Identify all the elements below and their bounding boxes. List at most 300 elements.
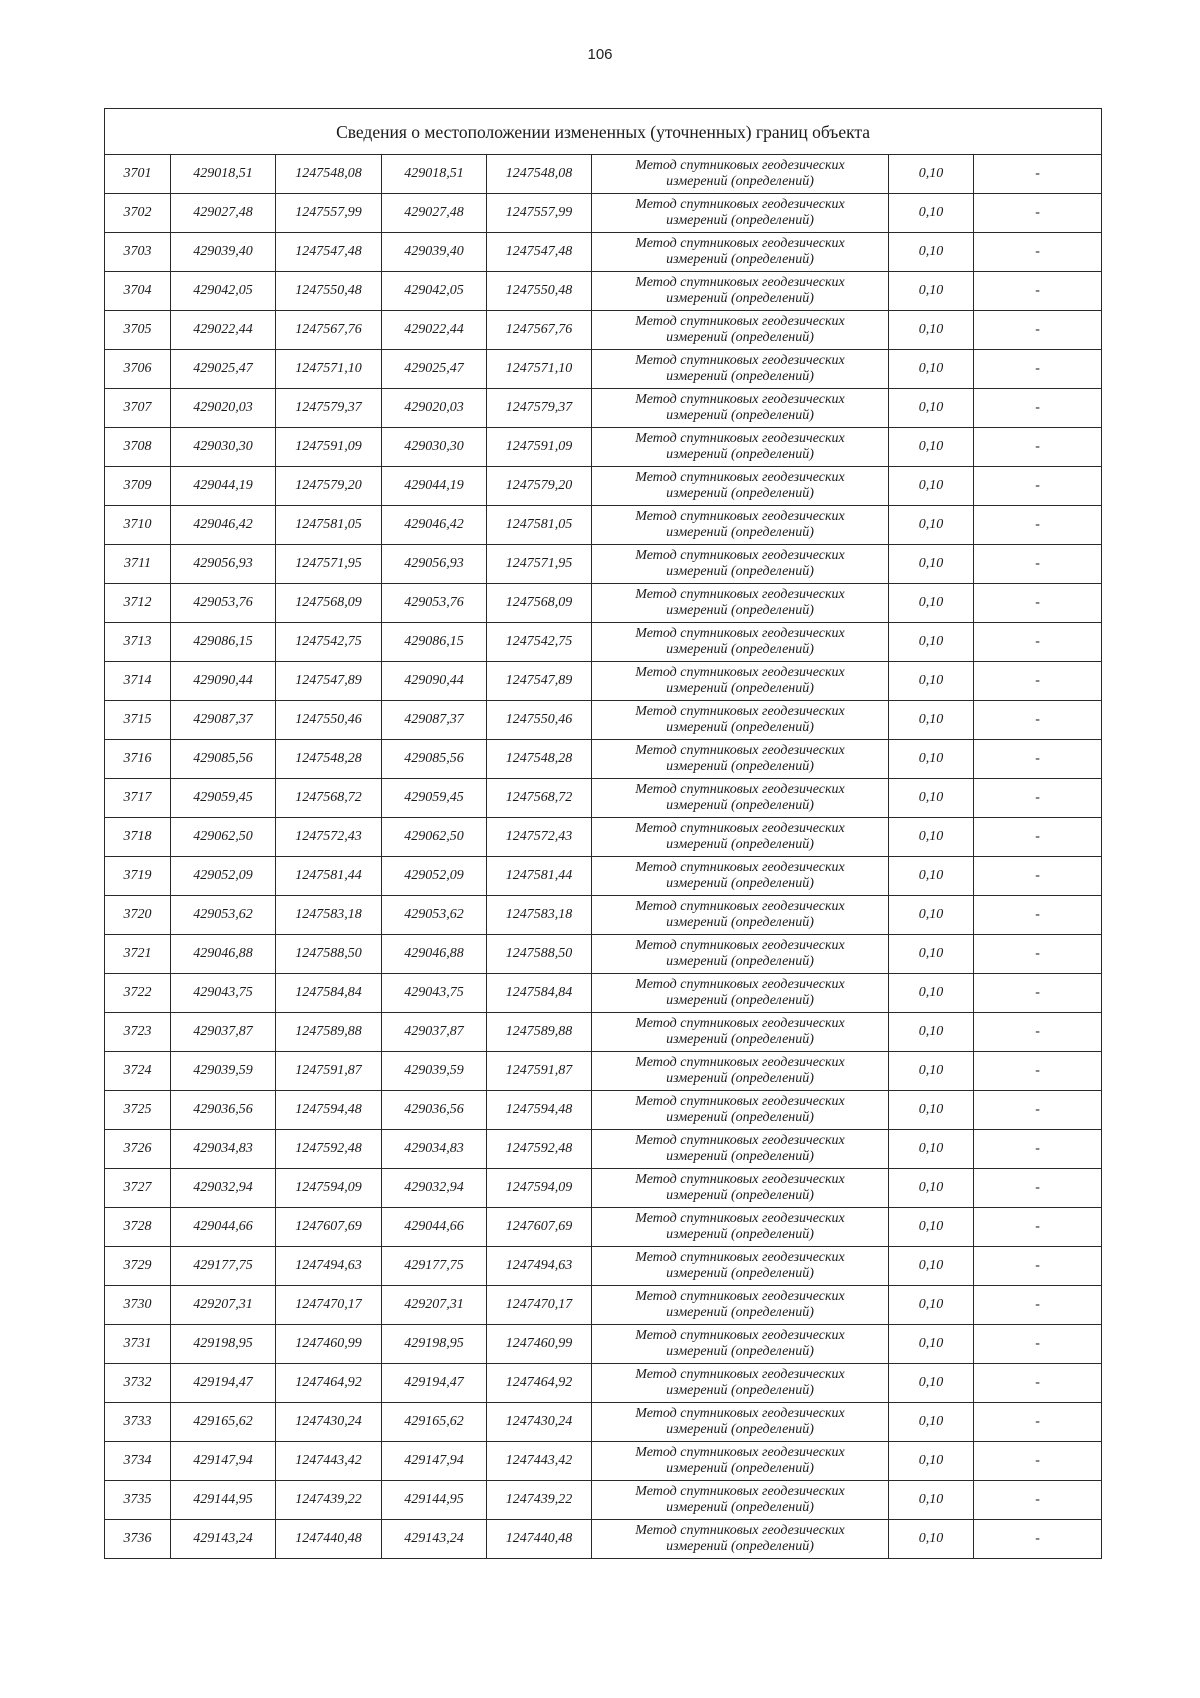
method-cell [592,623,889,662]
method-line-1: Метод спутниковых геодезических [635,1328,845,1343]
method-line-1: Метод спутниковых геодезических [635,626,845,641]
note-cell: - [974,1481,1102,1520]
method-line-1: Метод спутниковых геодезических [635,1016,845,1031]
table-row [105,1130,1102,1169]
method-line-2: измерений (определений) [666,1110,814,1125]
existing-x-cell: 429044,66 [171,1208,276,1247]
point-number-cell: 3729 [105,1247,171,1286]
refined-y-cell: 1247439,22 [487,1481,592,1520]
method-line-2: измерений (определений) [666,1188,814,1203]
existing-y-cell: 1247464,92 [276,1364,382,1403]
method-line-2: измерений (определений) [666,1422,814,1437]
refined-x-cell: 429046,88 [382,935,487,974]
refined-y-cell: 1247494,63 [487,1247,592,1286]
refined-x-cell: 429034,83 [382,1130,487,1169]
existing-y-cell: 1247548,08 [276,155,382,194]
refined-x-cell: 429025,47 [382,350,487,389]
note-cell: - [974,974,1102,1013]
note-cell: - [974,1208,1102,1247]
method-line-2: измерений (определений) [666,252,814,267]
table-row [105,272,1102,311]
note-cell: - [974,701,1102,740]
accuracy-cell: 0,10 [889,1169,974,1208]
existing-y-cell: 1247460,99 [276,1325,382,1364]
existing-x-cell: 429053,76 [171,584,276,623]
refined-y-cell: 1247583,18 [487,896,592,935]
point-number-cell: 3735 [105,1481,171,1520]
existing-y-cell: 1247579,37 [276,389,382,428]
refined-x-cell: 429018,51 [382,155,487,194]
method-line-2: измерений (определений) [666,915,814,930]
note-cell: - [974,1130,1102,1169]
method-line-2: измерений (определений) [666,993,814,1008]
refined-x-cell: 429032,94 [382,1169,487,1208]
method-line-1: Метод спутниковых геодезических [635,275,845,290]
method-line-1: Метод спутниковых геодезических [635,1445,845,1460]
existing-y-cell: 1247591,09 [276,428,382,467]
refined-y-cell: 1247567,76 [487,311,592,350]
refined-y-cell: 1247440,48 [487,1520,592,1559]
refined-x-cell: 429044,66 [382,1208,487,1247]
refined-y-cell: 1247591,87 [487,1052,592,1091]
method-line-1: Метод спутниковых геодезических [635,392,845,407]
method-cell [592,1013,889,1052]
table-row [105,194,1102,233]
existing-y-cell: 1247594,09 [276,1169,382,1208]
refined-y-cell: 1247581,05 [487,506,592,545]
method-line-2: измерений (определений) [666,720,814,735]
refined-y-cell: 1247460,99 [487,1325,592,1364]
method-line-2: измерений (определений) [666,291,814,306]
existing-x-cell: 429090,44 [171,662,276,701]
accuracy-cell: 0,10 [889,1091,974,1130]
note-cell: - [974,1364,1102,1403]
accuracy-cell: 0,10 [889,584,974,623]
refined-x-cell: 429046,42 [382,506,487,545]
method-cell [592,935,889,974]
point-number-cell: 3728 [105,1208,171,1247]
existing-y-cell: 1247443,42 [276,1442,382,1481]
existing-x-cell: 429020,03 [171,389,276,428]
table-row [105,1247,1102,1286]
table-row [105,311,1102,350]
table-row [105,662,1102,701]
refined-y-cell: 1247557,99 [487,194,592,233]
accuracy-cell: 0,10 [889,389,974,428]
point-number-cell: 3727 [105,1169,171,1208]
table-row [105,701,1102,740]
method-cell [592,584,889,623]
method-cell [592,1286,889,1325]
existing-y-cell: 1247547,89 [276,662,382,701]
existing-x-cell: 429039,40 [171,233,276,272]
method-line-1: Метод спутниковых геодезических [635,977,845,992]
method-line-2: измерений (определений) [666,486,814,501]
existing-y-cell: 1247568,72 [276,779,382,818]
existing-y-cell: 1247568,09 [276,584,382,623]
accuracy-cell: 0,10 [889,1403,974,1442]
accuracy-cell: 0,10 [889,1130,974,1169]
existing-y-cell: 1247430,24 [276,1403,382,1442]
method-cell [592,311,889,350]
note-cell: - [974,1520,1102,1559]
point-number-cell: 3714 [105,662,171,701]
point-number-cell: 3734 [105,1442,171,1481]
table-header-row [105,109,1102,155]
method-cell [592,1247,889,1286]
accuracy-cell: 0,10 [889,155,974,194]
refined-x-cell: 429039,59 [382,1052,487,1091]
method-line-1: Метод спутниковых геодезических [635,1211,845,1226]
accuracy-cell: 0,10 [889,623,974,662]
accuracy-cell: 0,10 [889,545,974,584]
accuracy-cell: 0,10 [889,935,974,974]
table-row [105,740,1102,779]
existing-y-cell: 1247542,75 [276,623,382,662]
method-cell [592,779,889,818]
method-cell [592,389,889,428]
existing-y-cell: 1247592,48 [276,1130,382,1169]
method-line-1: Метод спутниковых геодезических [635,1523,845,1538]
table-row [105,584,1102,623]
refined-x-cell: 429147,94 [382,1442,487,1481]
method-line-2: измерений (определений) [666,1071,814,1086]
method-cell [592,1169,889,1208]
existing-y-cell: 1247594,48 [276,1091,382,1130]
refined-x-cell: 429056,93 [382,545,487,584]
note-cell: - [974,935,1102,974]
existing-x-cell: 429037,87 [171,1013,276,1052]
existing-x-cell: 429087,37 [171,701,276,740]
point-number-cell: 3721 [105,935,171,974]
method-line-2: измерений (определений) [666,1305,814,1320]
method-line-1: Метод спутниковых геодезических [635,1289,845,1304]
method-cell [592,1520,889,1559]
accuracy-cell: 0,10 [889,779,974,818]
table-row [105,1481,1102,1520]
method-line-1: Метод спутниковых геодезических [635,353,845,368]
note-cell: - [974,1013,1102,1052]
accuracy-cell: 0,10 [889,428,974,467]
note-cell: - [974,1325,1102,1364]
refined-x-cell: 429044,19 [382,467,487,506]
method-line-1: Метод спутниковых геодезических [635,1133,845,1148]
point-number-cell: 3723 [105,1013,171,1052]
existing-x-cell: 429027,48 [171,194,276,233]
point-number-cell: 3731 [105,1325,171,1364]
method-cell [592,233,889,272]
note-cell: - [974,545,1102,584]
table-row [105,857,1102,896]
method-cell [592,1091,889,1130]
accuracy-cell: 0,10 [889,740,974,779]
refined-y-cell: 1247588,50 [487,935,592,974]
refined-x-cell: 429020,03 [382,389,487,428]
note-cell: - [974,233,1102,272]
note-cell: - [974,311,1102,350]
table-row [105,1208,1102,1247]
method-line-1: Метод спутниковых геодезических [635,899,845,914]
method-line-2: измерений (определений) [666,876,814,891]
table-row [105,1013,1102,1052]
method-cell [592,428,889,467]
point-number-cell: 3722 [105,974,171,1013]
note-cell: - [974,194,1102,233]
point-number-cell: 3703 [105,233,171,272]
accuracy-cell: 0,10 [889,662,974,701]
existing-x-cell: 429053,62 [171,896,276,935]
existing-x-cell: 429046,88 [171,935,276,974]
table-row [105,428,1102,467]
point-number-cell: 3716 [105,740,171,779]
method-cell [592,545,889,584]
existing-x-cell: 429039,59 [171,1052,276,1091]
point-number-cell: 3720 [105,896,171,935]
accuracy-cell: 0,10 [889,857,974,896]
method-line-2: измерений (определений) [666,1344,814,1359]
table-row [105,545,1102,584]
method-cell [592,701,889,740]
method-line-1: Метод спутниковых геодезических [635,470,845,485]
method-line-1: Метод спутниковых геодезических [635,1484,845,1499]
existing-y-cell: 1247581,44 [276,857,382,896]
existing-y-cell: 1247572,43 [276,818,382,857]
method-line-2: измерений (определений) [666,1032,814,1047]
existing-x-cell: 429062,50 [171,818,276,857]
existing-y-cell: 1247571,95 [276,545,382,584]
accuracy-cell: 0,10 [889,1520,974,1559]
existing-y-cell: 1247589,88 [276,1013,382,1052]
method-line-2: измерений (определений) [666,642,814,657]
note-cell: - [974,1169,1102,1208]
note-cell: - [974,740,1102,779]
method-line-2: измерений (определений) [666,408,814,423]
method-line-2: измерений (определений) [666,681,814,696]
existing-y-cell: 1247567,76 [276,311,382,350]
accuracy-cell: 0,10 [889,1052,974,1091]
note-cell: - [974,1247,1102,1286]
method-line-2: измерений (определений) [666,954,814,969]
refined-y-cell: 1247568,09 [487,584,592,623]
table-title: Сведения о местоположении измененных (уточненных) границ объекта [105,109,1102,155]
note-cell: - [974,662,1102,701]
refined-x-cell: 429052,09 [382,857,487,896]
refined-y-cell: 1247548,08 [487,155,592,194]
accuracy-cell: 0,10 [889,1013,974,1052]
existing-x-cell: 429059,45 [171,779,276,818]
refined-x-cell: 429144,95 [382,1481,487,1520]
refined-x-cell: 429053,62 [382,896,487,935]
refined-x-cell: 429143,24 [382,1520,487,1559]
accuracy-cell: 0,10 [889,1442,974,1481]
refined-x-cell: 429059,45 [382,779,487,818]
method-cell [592,155,889,194]
method-line-1: Метод спутниковых геодезических [635,431,845,446]
refined-y-cell: 1247550,48 [487,272,592,311]
existing-x-cell: 429144,95 [171,1481,276,1520]
method-line-2: измерений (определений) [666,330,814,345]
table-row [105,1169,1102,1208]
refined-y-cell: 1247579,20 [487,467,592,506]
point-number-cell: 3707 [105,389,171,428]
refined-y-cell: 1247589,88 [487,1013,592,1052]
existing-y-cell: 1247588,50 [276,935,382,974]
table-row [105,1364,1102,1403]
accuracy-cell: 0,10 [889,1208,974,1247]
refined-x-cell: 429207,31 [382,1286,487,1325]
point-number-cell: 3710 [105,506,171,545]
table-row [105,623,1102,662]
point-number-cell: 3713 [105,623,171,662]
method-line-1: Метод спутниковых геодезических [635,548,845,563]
point-number-cell: 3708 [105,428,171,467]
point-number-cell: 3732 [105,1364,171,1403]
existing-x-cell: 429030,30 [171,428,276,467]
method-line-2: измерений (определений) [666,603,814,618]
note-cell: - [974,818,1102,857]
table-row [105,233,1102,272]
method-line-1: Метод спутниковых геодезических [635,587,845,602]
existing-x-cell: 429046,42 [171,506,276,545]
method-line-2: измерений (определений) [666,1539,814,1554]
note-cell: - [974,506,1102,545]
method-line-2: измерений (определений) [666,798,814,813]
existing-x-cell: 429143,24 [171,1520,276,1559]
existing-y-cell: 1247550,46 [276,701,382,740]
point-number-cell: 3719 [105,857,171,896]
method-cell [592,1442,889,1481]
existing-y-cell: 1247583,18 [276,896,382,935]
method-line-1: Метод спутниковых геодезических [635,1250,845,1265]
note-cell: - [974,1403,1102,1442]
refined-x-cell: 429194,47 [382,1364,487,1403]
table-body [105,155,1102,1559]
method-line-1: Метод спутниковых геодезических [635,821,845,836]
page-number: 106 [587,46,613,63]
refined-y-cell: 1247443,42 [487,1442,592,1481]
method-line-2: измерений (определений) [666,174,814,189]
existing-y-cell: 1247548,28 [276,740,382,779]
table-row [105,467,1102,506]
refined-x-cell: 429022,44 [382,311,487,350]
note-cell: - [974,389,1102,428]
refined-x-cell: 429086,15 [382,623,487,662]
existing-y-cell: 1247579,20 [276,467,382,506]
method-cell [592,1325,889,1364]
existing-x-cell: 429044,19 [171,467,276,506]
existing-x-cell: 429042,05 [171,272,276,311]
existing-x-cell: 429022,44 [171,311,276,350]
accuracy-cell: 0,10 [889,233,974,272]
refined-y-cell: 1247548,28 [487,740,592,779]
refined-y-cell: 1247571,10 [487,350,592,389]
existing-y-cell: 1247557,99 [276,194,382,233]
accuracy-cell: 0,10 [889,1286,974,1325]
accuracy-cell: 0,10 [889,467,974,506]
existing-y-cell: 1247470,17 [276,1286,382,1325]
note-cell: - [974,779,1102,818]
existing-y-cell: 1247607,69 [276,1208,382,1247]
table-row [105,389,1102,428]
existing-x-cell: 429165,62 [171,1403,276,1442]
refined-x-cell: 429087,37 [382,701,487,740]
refined-y-cell: 1247591,09 [487,428,592,467]
refined-y-cell: 1247594,09 [487,1169,592,1208]
method-cell [592,1481,889,1520]
refined-y-cell: 1247470,17 [487,1286,592,1325]
note-cell: - [974,467,1102,506]
accuracy-cell: 0,10 [889,350,974,389]
table-row [105,818,1102,857]
accuracy-cell: 0,10 [889,1364,974,1403]
refined-y-cell: 1247584,84 [487,974,592,1013]
note-cell: - [974,1442,1102,1481]
existing-y-cell: 1247440,48 [276,1520,382,1559]
method-line-2: измерений (определений) [666,213,814,228]
existing-x-cell: 429086,15 [171,623,276,662]
note-cell: - [974,584,1102,623]
method-line-1: Метод спутниковых геодезических [635,1367,845,1382]
refined-y-cell: 1247607,69 [487,1208,592,1247]
accuracy-cell: 0,10 [889,818,974,857]
method-line-1: Метод спутниковых геодезических [635,704,845,719]
table-row [105,896,1102,935]
existing-x-cell: 429034,83 [171,1130,276,1169]
point-number-cell: 3705 [105,311,171,350]
method-line-1: Метод спутниковых геодезических [635,782,845,797]
note-cell: - [974,272,1102,311]
note-cell: - [974,155,1102,194]
table-row [105,1091,1102,1130]
method-cell [592,1403,889,1442]
refined-y-cell: 1247547,48 [487,233,592,272]
point-number-cell: 3718 [105,818,171,857]
refined-x-cell: 429053,76 [382,584,487,623]
point-number-cell: 3726 [105,1130,171,1169]
method-cell [592,662,889,701]
refined-x-cell: 429062,50 [382,818,487,857]
note-cell: - [974,896,1102,935]
accuracy-cell: 0,10 [889,896,974,935]
existing-y-cell: 1247547,48 [276,233,382,272]
refined-x-cell: 429090,44 [382,662,487,701]
existing-x-cell: 429036,56 [171,1091,276,1130]
table-row [105,935,1102,974]
existing-x-cell: 429147,94 [171,1442,276,1481]
table-row [105,779,1102,818]
method-cell [592,857,889,896]
table-row [105,1403,1102,1442]
table-row [105,974,1102,1013]
method-line-1: Метод спутниковых геодезических [635,158,845,173]
point-number-cell: 3712 [105,584,171,623]
refined-x-cell: 429177,75 [382,1247,487,1286]
refined-x-cell: 429198,95 [382,1325,487,1364]
method-line-1: Метод спутниковых геодезических [635,236,845,251]
refined-x-cell: 429030,30 [382,428,487,467]
refined-y-cell: 1247568,72 [487,779,592,818]
existing-y-cell: 1247584,84 [276,974,382,1013]
accuracy-cell: 0,10 [889,974,974,1013]
note-cell: - [974,623,1102,662]
method-line-1: Метод спутниковых геодезических [635,197,845,212]
method-line-2: измерений (определений) [666,1461,814,1476]
refined-x-cell: 429036,56 [382,1091,487,1130]
existing-x-cell: 429043,75 [171,974,276,1013]
existing-x-cell: 429025,47 [171,350,276,389]
method-line-1: Метод спутниковых геодезических [635,1094,845,1109]
existing-x-cell: 429032,94 [171,1169,276,1208]
